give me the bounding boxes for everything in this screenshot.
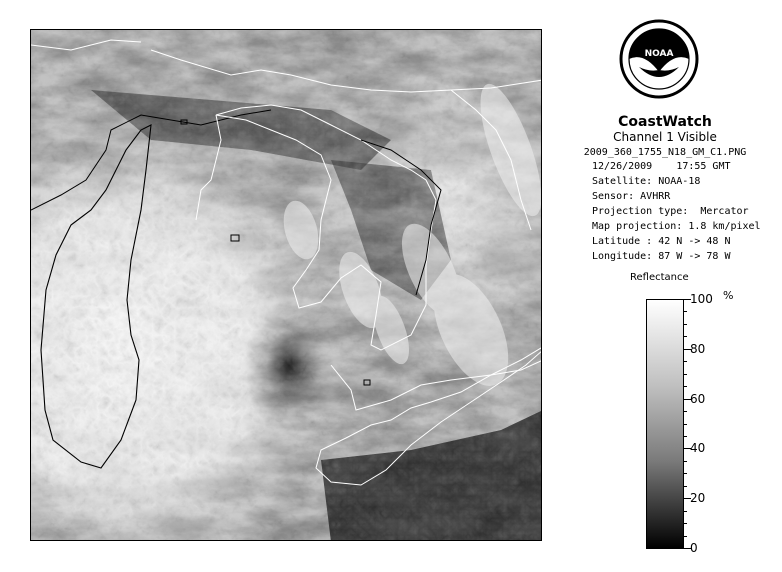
scale-minor-tick (683, 324, 687, 325)
scale-tick-label: 40 (690, 441, 706, 456)
scale-tick-label: 100 (690, 292, 713, 306)
scale-minor-tick (683, 536, 687, 537)
latitude-row: Latitude : 42 N -> 48 N (592, 236, 731, 247)
date-value: 12/26/2009 (592, 161, 653, 172)
scale-minor-tick (683, 461, 687, 462)
scale-minor-tick (683, 374, 687, 375)
brand-title: CoastWatch (618, 114, 712, 130)
time-value: 17:55 GMT (676, 161, 731, 172)
projection-row: Projection type: Mercator (592, 206, 749, 217)
info-panel (560, 114, 770, 264)
satellite-row: Satellite: NOAA-18 (592, 176, 701, 187)
scale-unit: % (723, 289, 734, 302)
scale-tick-label: 0 (690, 541, 698, 555)
scale-minor-tick (683, 361, 687, 362)
scale-minor-tick (683, 486, 687, 487)
resolution-row: Map projection: 1.8 km/pixel (592, 221, 761, 232)
image-metadata (560, 159, 770, 264)
satellite-image (30, 29, 542, 541)
scale-minor-tick (683, 336, 687, 337)
scale-minor-tick (683, 386, 687, 387)
noaa-logo-text: NOAA (644, 49, 674, 59)
longitude-row: Longitude: 87 W -> 78 W (592, 251, 731, 262)
date-time-row (592, 159, 770, 174)
scale-tick-label: 80 (690, 341, 706, 356)
sensor-row: Sensor: AVHRR (592, 191, 671, 202)
reflectance-color-bar (646, 299, 684, 549)
satellite-image-render (31, 30, 542, 541)
image-filename: 2009_360_1755_N18_GM_C1.PNG (583, 147, 747, 158)
scale-minor-tick (683, 511, 687, 512)
scale-tick-label: 60 (690, 391, 706, 406)
scale-title: Reflectance (630, 272, 689, 283)
scale-minor-tick (683, 473, 687, 474)
scale-tick-label: 20 (690, 491, 706, 506)
scale-minor-tick (683, 436, 687, 437)
scale-minor-tick (683, 424, 687, 425)
channel-label: Channel 1 Visible (613, 130, 717, 144)
scale-minor-tick (683, 523, 687, 524)
noaa-logo-icon (619, 12, 699, 106)
noaa-logo (619, 12, 699, 106)
scale-minor-tick (683, 311, 687, 312)
scale-minor-tick (683, 411, 687, 412)
